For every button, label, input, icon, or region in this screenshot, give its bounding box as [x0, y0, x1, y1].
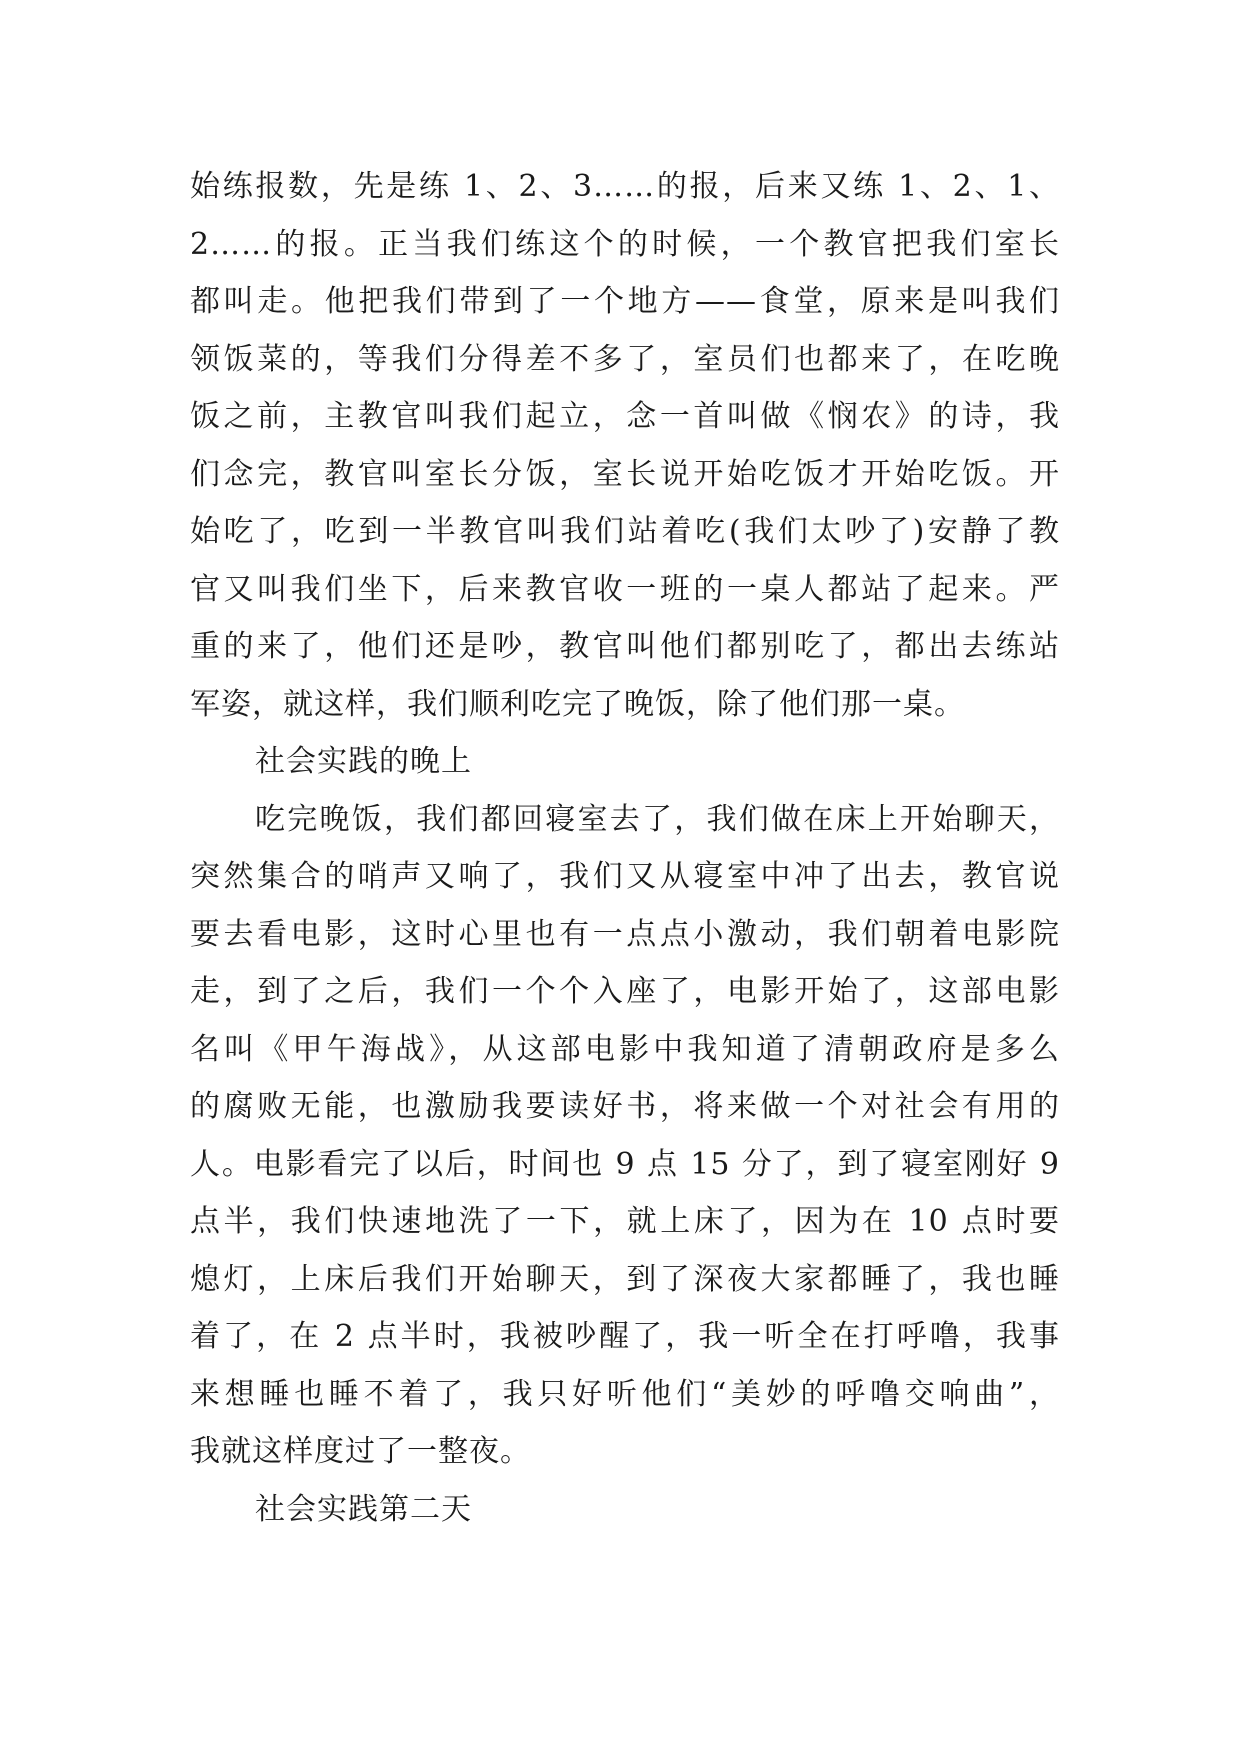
text-line: 名叫《甲午海战》，从这部电影中我知道了清朝政府是多么 — [190, 1031, 1060, 1067]
text-line: 熄灯，上床后我们开始聊天，到了深夜大家都睡了，我也睡 — [190, 1261, 1060, 1297]
text-line: 走，到了之后，我们一个个入座了，电影开始了，这部电影 — [190, 974, 1060, 1009]
text-line: 我就这样度过了一整夜。 — [190, 1434, 531, 1469]
paragraph-meal — [190, 158, 1060, 733]
text-line: 都叫走。他把我们带到了一个地方——食堂，原来是叫我们 — [190, 284, 1060, 319]
paragraph-evening — [190, 791, 1060, 1481]
text-line: 始练报数，先是练 1、2、3……的报，后来又练 1、2、1、 — [190, 169, 1060, 204]
text-line: 要去看电影，这时心里也有一点点小激动，我们朝着电影院 — [190, 916, 1060, 952]
text-line: 2……的报。正当我们练这个的时候，一个教官把我们室长 — [190, 226, 1060, 262]
section-heading-day-two: 社会实践第二天 — [255, 1491, 472, 1527]
section-heading-evening: 社会实践的晚上 — [255, 744, 472, 779]
text-line: 始吃了，吃到一半教官叫我们站着吃(我们太吵了)安静了教 — [190, 514, 1060, 549]
text-line: 点半，我们快速地洗了一下，就上床了，因为在 10 点时要 — [190, 1204, 1060, 1239]
text-line: 的腐败无能，也激励我要读好书，将来做一个对社会有用的 — [190, 1089, 1060, 1124]
text-line: 人。电影看完了以后，时间也 9 点 15 分了，到了寝室刚好 9 — [190, 1146, 1060, 1182]
document-body — [190, 158, 1060, 1538]
text-line: 官又叫我们坐下，后来教官收一班的一桌人都站了起来。严 — [190, 571, 1060, 607]
text-line: 们念完，教官叫室长分饭，室长说开始吃饭才开始吃饭。开 — [190, 456, 1060, 492]
text-line: 重的来了，他们还是吵，教官叫他们都别吃了，都出去练站 — [190, 629, 1060, 664]
text-line: 领饭菜的，等我们分得差不多了，室员们也都来了，在吃晚 — [190, 341, 1060, 377]
text-line: 吃完晚饭，我们都回寝室去了，我们做在床上开始聊天， — [255, 801, 1060, 837]
text-line: 饭之前，主教官叫我们起立，念一首叫做《悯农》的诗，我 — [190, 399, 1060, 434]
text-line: 着了，在 2 点半时，我被吵醒了，我一听全在打呼噜，我事 — [190, 1319, 1060, 1354]
text-line: 军姿，就这样，我们顺利吃完了晚饭，除了他们那一桌。 — [190, 686, 965, 722]
text-line: 来想睡也睡不着了，我只好听他们“美妙的呼噜交响曲”， — [190, 1376, 1060, 1412]
text-line: 突然集合的哨声又响了，我们又从寝室中冲了出去，教官说 — [190, 859, 1060, 894]
